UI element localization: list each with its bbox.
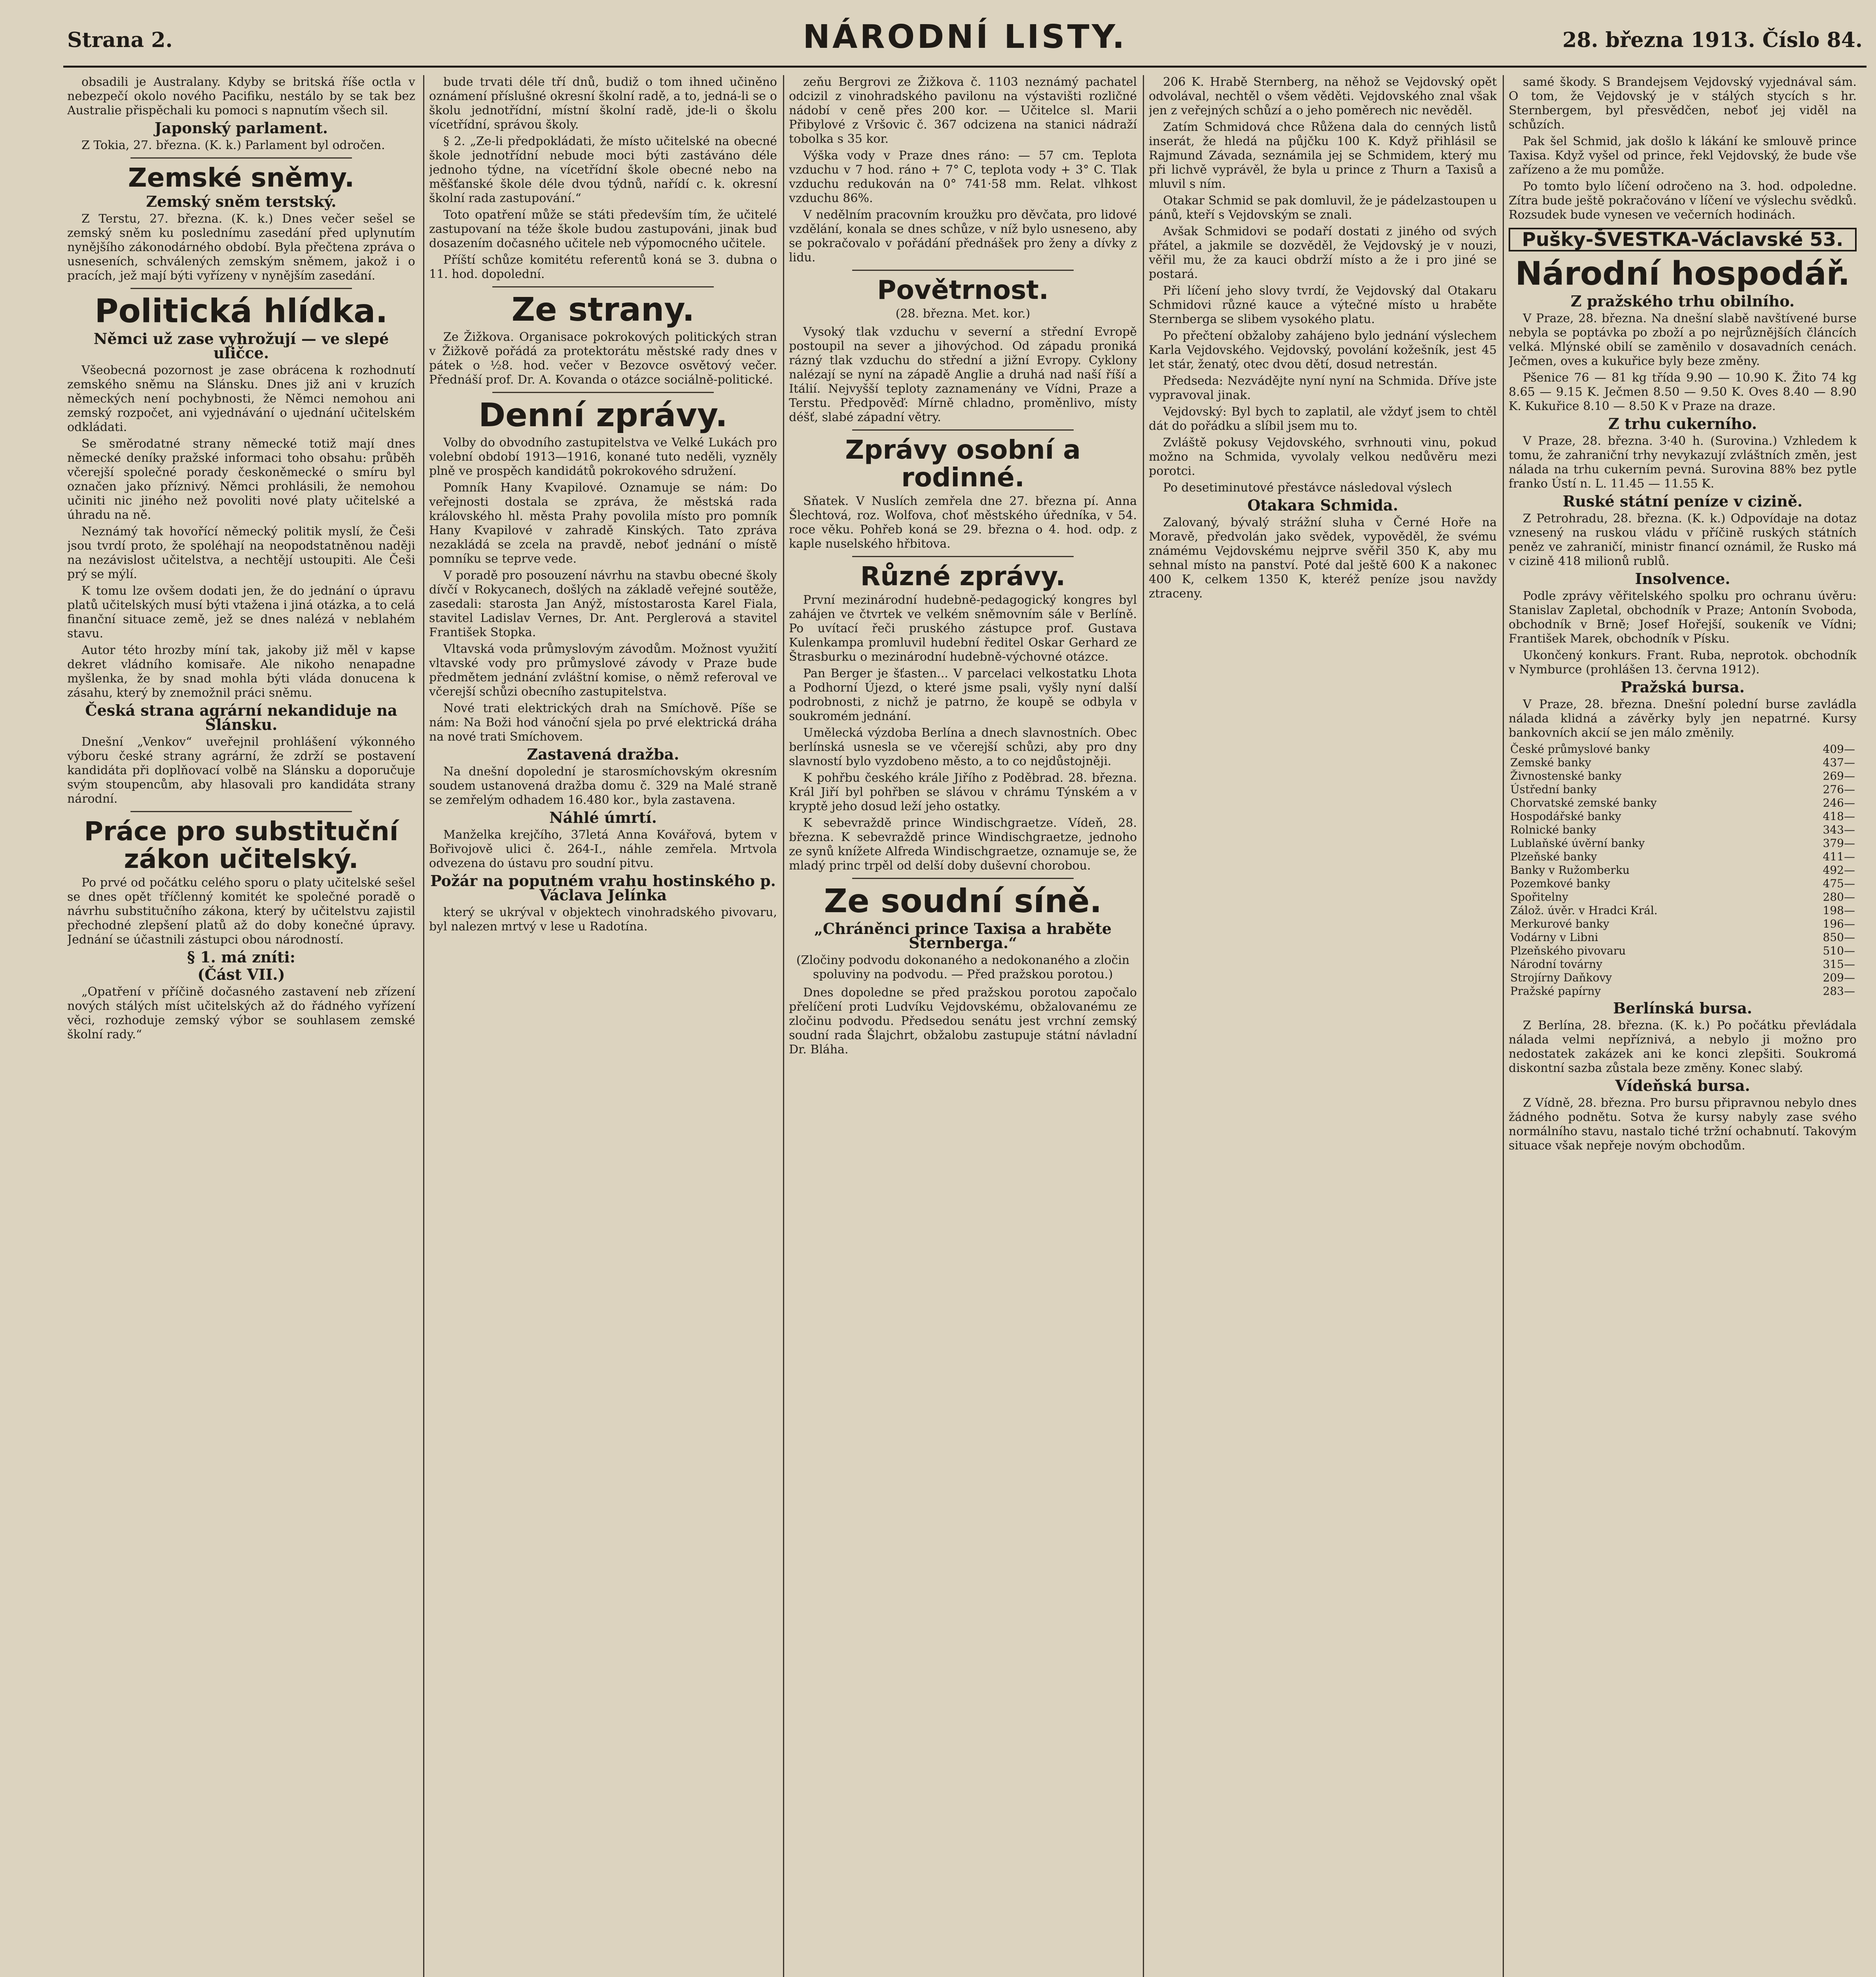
rate-value: 276— [1823,783,1855,796]
article-paragraph: První mezinárodní hudebně-pedagogický kongres byl zahájen ve čtvrtek ve velkém sněmovním sále v Berlíně. Po uvítací řeči pruského zástupce prof. Gustava Kulenkampa promluvil hudební ředitel Oskar Gerhard ze Štrasburku o mezinárodní hudebně-výchovné otázce. [789,593,1137,664]
rate-name: Hospodářské banky [1510,810,1621,823]
article-paragraph: Umělecká výzdoba Berlína a dnech slavnostních. Obec berlínská usnesla se ve včerejší schůzi, aby pro dny slavností bylo vyzdobeno město, a to co nejdůstojněji. [789,726,1137,769]
rate-name: Plzeňského pivovaru [1510,944,1626,958]
article-paragraph: Předseda: Nezvádějte nyní nyní na Schmida. Dříve jste vypravoval jinak. [1149,374,1497,402]
article-paragraph: Po přečtení obžaloby zahájeno bylo jednání výslechem Karla Vejdovského. Vejdovský, povolání kožešník, jest 45 let stár, ženatý, otec dvou dětí, dosud netrestán. [1149,329,1497,371]
article-paragraph: který se ukrýval v objektech vinohradského pivovaru, byl nalezen mrtvý v lese u Radotína. [429,905,777,934]
rate-row [1509,985,1857,998]
rate-row [1509,783,1857,796]
rate-row [1509,877,1857,890]
column-rule [423,75,424,1977]
rate-row [1509,823,1857,837]
article-paragraph: samé škody. S Brandejsem Vejdovský vyjednával sám. O tom, že Vejdovský je v stálých stycích s hr. Sternbergem, byl přesvědčen, neboť jej viděl na schůzích. [1509,75,1857,132]
subsection-heading: Japonský parlament. [154,119,328,137]
article-paragraph: § 2. „Ze-li předpokládati, že místo učitelské na obecné škole jednotřídní nebude moci býti zastáváno déle jednoho týdne, na vícetřídní škole obecné nebo na měšťanské škole déle dvou týdnů, nařídí c. k. okresní školní rada zastupování.“ [429,134,777,205]
article-paragraph: Všeobecná pozornost je zase obrácena k rozhodnutí zemského sněmu na Slánsku. Dnes již ani v kruzích německých není pochybnosti, že Němci nemohou ani zemský rozpočet, ani vyjednávání o ujednání učitelském odkládati. [67,363,415,435]
rate-value: 196— [1823,917,1855,931]
subsection-heading: (Část VII.) [197,965,285,983]
article-paragraph: Vysoký tlak vzduchu v severní a střední Evropě postoupil na sever a jihovýchod. Od západu proniká rázný tlak vzduchu do střední a jižní Evropy. Cyklony nalézají se nyní na západě Anglie a druhá nad naší říší a Itálií. Nejvyšší teploty zaznamenány ve Vídni, Praze a Terstu. Předpověď: Mírně chladno, proměnlivo, místy déšť, slabé západní větry. [789,325,1137,425]
article-paragraph: Vejdovský: Byl bych to zaplatil, ale vždyť jsem to chtěl dát do pořádku a slíbil jsem mu to. [1149,405,1497,433]
column-rule [783,75,784,1977]
column-1 [67,75,415,1977]
rate-value: 379— [1823,837,1855,850]
rate-name: Banky v Ružomberku [1510,864,1630,877]
rate-name: České průmyslové banky [1510,743,1650,756]
article-paragraph: Z Petrohradu, 28. března. (K. k.) Odpovídaje na dotaz vznesený na ruskou vládu v příčině ruských státních peněz ve zahraničí, ministr financí oznámil, že Rusko má v cizině 418 milionů rublů. [1509,512,1857,569]
section-heading: Zprávy osobní a rodinné. [845,435,1081,493]
subsection-heading: § 1. má zníti: [187,948,295,966]
rate-row [1509,864,1857,877]
rate-value: 475— [1823,877,1855,890]
column-4 [1149,75,1497,1977]
article-paragraph: Sňatek. V Nuslích zemřela dne 27. března pí. Anna Šlechtová, roz. Wolfova, choť městského úředníka, v 54. roce věku. Pohřeb koná se 29. března o 4. hod. odp. z kaple nuselského hřbitova. [789,494,1137,551]
column-3 [789,75,1137,1977]
rate-value: 283— [1823,985,1855,998]
rate-value: 269— [1823,769,1855,783]
article-paragraph: Pan Berger je šťasten... V parcelaci velkostatku Lhota a Podhorní Újezd, o které jsme psali, vyšly nyní další podrobnosti, z nichž je patrno, že koupě se odbyla v soukromém jednání. [789,667,1137,724]
article-paragraph: Autor této hrozby míní tak, jakoby již měl v kapse dekret vládního komisaře. Ale nikoho nenapadne myšlenka, že by snad mohla býti vláda donucena k zásahu, který by znemožnil práci sněmu. [67,643,415,700]
article-paragraph: V Praze, 28. března. 3·40 h. (Surovina.) Vzhledem k tomu, že zahraniční trhy nevykazují zvláštních změn, jest nálada na trhu cukerním pevná. Surovina 88% bez pytle franko Ústí n. L. 11.45 — 11.55 K. [1509,434,1857,491]
rate-name: Zálož. úvěr. v Hradci Král. [1510,904,1658,917]
article-paragraph: obsadili je Australany. Kdyby se britská říše octla v nebezpečí okolo nového Pacifiku, nestálo by se tak bez Australie přispěchali ku pomoci s napnutím všech sil. [67,75,415,117]
article-paragraph: Z Vídně, 28. března. Pro bursu připravnou nebylo dnes žádného podnětu. Sotva že kursy nabyly zase svého normálního stavu, nastalo tiché tržní ochabnutí. Takovým situace však nepřeje novým obchodům. [1509,1096,1857,1153]
subsection-heading: Náhlé úmrtí. [549,809,657,827]
rate-name: Plzeňské banky [1510,850,1597,864]
rate-row [1509,958,1857,971]
column-2 [429,75,777,1977]
rate-name: Pražské papírny [1510,985,1601,998]
rate-row [1509,931,1857,944]
column-5 [1509,75,1857,1977]
article-note: (Zločiny podvodu dokonaného a nedokonaného a zločin spoluviny na podvodu. — Před pražskou porotou.) [796,953,1130,982]
rate-row [1509,917,1857,931]
subsection-heading: Z trhu cukerního. [1608,415,1757,433]
article-paragraph: Zvláště pokusy Vejdovského, svrhnouti vinu, pokud možno na Schmida, vyvolaly velkou nedůvěru mezi porotci. [1149,436,1497,478]
article-paragraph: Pomník Hany Kvapilové. Oznamuje se nám: Do veřejnosti dostala se zpráva, že městská rada královského hl. města Prahy povolila místo pro pomník Hany Kvapilové v zahradě Kinských. Tato zpráva nezakládá se zcela na pravdě, neboť jednání o místě pomníku se teprve vede. [429,481,777,566]
newspaper-title: NÁRODNÍ LISTY. [803,18,1127,56]
rate-row [1509,890,1857,904]
article-paragraph: Z Terstu, 27. března. (K. k.) Dnes večer sešel se zemský sněm ku poslednímu zasedání před uplynutím nynějšího zákonodárného období. Byla přečtena zpráva o usneseních, schválených zemským sněmem, jakož i o pracích, jež mají býti vyřízeny v nynějším zasedání. [67,212,415,283]
rate-row [1509,796,1857,810]
article-paragraph: K sebevraždě prince Windischgraetze. Vídeň, 28. března. K sebevraždě prince Windischgraetze, jednoho ze synů knížete Alfreda Windischgraetze, oznamuje se, že mladý princ trpěl od delší doby duševní chorobou. [789,816,1137,873]
column-rule [1143,75,1144,1977]
rate-name: Strojírny Daňkovy [1510,971,1612,985]
article-paragraph: V poradě pro posouzení návrhu na stavbu obecné školy dívčí v Rokycanech, došlých na základě veřejné soutěže, zasedali: starosta Jan Anýž, místostarosta Karel Fiala, stavitel Ladislav Vernes, Dr. Ant. Perglerová a stavitel František Stopka. [429,569,777,640]
rate-name: Pozemkové banky [1510,877,1610,890]
rate-value: 492— [1823,864,1855,877]
article-paragraph: Výška vody v Praze dnes ráno: — 57 cm. Teplota vzduchu v 7 hod. ráno + 7° C, teplota vody + 3° C. Tlak vzduchu redukován na 0° 741·58 mm. Relat. vlhkost vzduchu 86%. [789,149,1137,205]
article-paragraph: Neznámý tak hovořící německý politik myslí, že Češi jsou tvrdí proto, že spoléhají na neopodstatněnou naději na nezávislost učitelstva, a nechtějí ustoupiti. Ale Češi prý se mýlí. [67,525,415,582]
article-paragraph: 206 K. Hrabě Sternberg, na něhož se Vejdovský opět odvolával, nechtěl o všem věděti. Vejdovského znal však jen z veřejných schůzí a o jeho poměrech nic nevěděl. [1149,75,1497,117]
divider [852,429,1074,431]
subsection-heading: Otakara Schmida. [1247,496,1398,514]
rate-value: 315— [1823,958,1855,971]
article-paragraph: Z Tokia, 27. března. (K. k.) Parlament byl odročen. [81,138,385,152]
rate-name: Národní továrny [1510,958,1603,971]
article-paragraph: Manželka krejčího, 37letá Anna Kovářová, bytem v Bořivojově ulici č. 264-I., náhle zemřela. Mrtvola odvezena do ústavu pro soudní pitvu. [429,828,777,871]
subsection-heading: Vídeňská bursa. [1615,1077,1750,1095]
article-paragraph: Při líčení jeho slovy tvrdí, že Vejdovský dal Otakaru Schmidovi různé kauce a výtečné místo u hraběte Sternberga se slibem vysokého platu. [1149,284,1497,326]
article-paragraph: Dnes dopoledne se před pražskou porotou započalo přelíčení proti Ludvíku Vejdovskému, obžalovanému ze zločinu podvodu. Předsedou senátu jest vrchní zemský soudní rada Šlajchrt, obžalobu zastupuje státní návladní Dr. Bláha. [789,986,1137,1057]
article-paragraph: Podle zprávy věřitelského spolku pro ochranu úvěru: Stanislav Zapletal, obchodník v Praze; Antonín Svoboda, obchodník v Brně; Josef Hořejší, soukeník ve Vídni; František Marek, obchodník v Písku. [1509,589,1857,646]
article-paragraph: Po tomto bylo líčení odročeno na 3. hod. odpoledne. Zítra bude ještě pokračováno v líčení ve výslechu svědků. Rozsudek bude vynesen ve večerních hodinách. [1509,180,1857,222]
article-paragraph: Otakar Schmid se pak domluvil, že je pádelzastoupen u pánů, kteří s Vejdovským se znali. [1149,194,1497,222]
rate-row [1509,850,1857,864]
rate-value: 280— [1823,890,1855,904]
subsection-heading: Česká strana agrární nekandiduje na Slánsku. [85,701,397,734]
section-heading: Politická hlídka. [95,293,388,331]
divider [492,286,714,287]
subsection-heading: Zemský sněm terstský. [146,193,337,211]
rate-row [1509,769,1857,783]
rate-value: 850— [1823,931,1855,944]
article-paragraph: Ze Žižkova. Organisace pokrokových politických stran v Žižkově pořádá za protektorátu městské rady dnes v pátek o ½8. hod. večer v Bezovce osvětový večer. Přednáší prof. Dr. A. Kovanda o otázce sociálně-politické. [429,330,777,387]
rate-name: Zemské banky [1510,756,1591,769]
divider [130,811,352,812]
subsection-heading: Němci už zase vyhrožují — ve slepé uličce. [93,330,389,362]
rate-row [1509,837,1857,850]
rate-name: Ústřední banky [1510,783,1597,796]
subsection-heading: Zastavená dražba. [527,745,679,764]
divider [852,556,1074,557]
rate-row [1509,756,1857,769]
rate-name: Vodárny v Libni [1510,931,1598,944]
subsection-heading: Z pražského trhu obilního. [1570,292,1795,310]
issue-date: 28. března 1913. Číslo 84. [1562,28,1863,52]
rate-value: 246— [1823,796,1855,810]
article-paragraph: Nové trati elektrických drah na Smíchově. Píše se nám: Na Boži hod vánoční sjela po prvé elektrická dráha na nové trati Smíchovem. [429,701,777,744]
section-heading: Denní zprávy. [478,397,728,435]
rate-value: 437— [1823,756,1855,769]
divider [130,157,352,159]
article-paragraph: Zatím Schmidová chce Růžena dala do cenných listů inserát, že hledá na půjčku 100 K. Když přihlásil se Rajmund Závada, seznámila jej se Schmidem, který mu při lichvě vyprávěl, že byla u prince z Thurn a Taxisů a mluvil s ním. [1149,120,1497,191]
article-paragraph: K pohřbu českého krále Jiřího z Poděbrad. 28. března. Král Jiří byl pohřben se slávou v chrámu Týnském a v kryptě jeho dosud leží jeho ostatky. [789,771,1137,814]
article-paragraph: Toto opatření může se státi především tím, že učitelé zastupovaní na téže škole budou zastupováni, jinak buď dosazením dočasného učitele neb výpomocného učitele. [429,208,777,250]
divider [130,288,352,289]
article-paragraph: „Opatření v příčině dočasného zastavení neb zřízení nových stálých míst učitelských až do řádného vyřízení věci, rozhoduje zemský výbor se souhlasem zemské školní rady.“ [67,985,415,1041]
advertisement: Pušky-ŠVESTKA-Václavské 53. [1509,228,1857,251]
article-paragraph: Volby do obvodního zastupitelstva ve Velké Lukách pro volební období 1913—1916, konané tuto neděli, vyzněly plně ve prospěch kandidátů pokrokového sdružení. [429,436,777,478]
section-heading: Ze strany. [511,291,695,329]
section-heading: Národní hospodář. [1515,255,1850,293]
article-paragraph: Vltavská voda průmyslovým závodům. Možnost využití vltavské vody pro průmyslové závody v Praze bude předmětem jednání zvláštní komise, o němž referoval ve včerejší schůzi obecního zastupitelstva. [429,642,777,699]
article-paragraph: V Praze, 28. března. Dnešní polední burse zavládla nálada klidná a závěrky byly jen nepatrné. Kursy bankovních akcií se jen málo změnily. [1509,697,1857,740]
column-rule [1503,75,1504,1977]
rate-name: Spořitelny [1510,890,1568,904]
section-heading: Povětrnost. [877,275,1049,305]
article-paragraph: bude trvati déle tří dnů, budiž o tom ihned učiněno oznámení příslušné okresní školní radě, a to, jedná-li se o školu jednotřídní, místní školní radě, jde-li o školu vícetřídní, správou školy. [429,75,777,132]
rate-name: Rolnické banky [1510,823,1596,837]
rate-value: 411— [1823,850,1855,864]
subsection-heading: Berlínská bursa. [1613,999,1752,1017]
rate-name: Merkurové banky [1510,917,1609,931]
rate-row [1509,810,1857,823]
rate-value: 343— [1823,823,1855,837]
rate-value: 209— [1823,971,1855,985]
article-paragraph: Avšak Schmidovi se podaří dostati z jiného od svých přátel, a jakmile se dozvěděl, že Vejdovský je v nouzi, věřil mu, že za kauci obdrží místo a že i pro jiné se postará. [1149,225,1497,281]
subsection-heading: Ruské státní peníze v cizině. [1562,492,1803,510]
article-paragraph: V nedělním pracovním kroužku pro děvčata, pro lidové vzdělání, konala se dnes schůze, v níž bylo usneseno, aby se pokračovalo v pořádání přednášek pro ženy a dívky z lidu. [789,208,1137,265]
subsection-heading: Pražská bursa. [1621,678,1745,696]
rate-value: 409— [1823,743,1855,756]
divider [492,392,714,393]
rate-row [1509,944,1857,958]
article-paragraph: Po desetiminutové přestávce následoval výslech [1163,481,1452,495]
article-paragraph: Se směrodatné strany německé totiž mají dnes německé deníky pražské informaci toho obsahu: průběh včerejší společné porady českoněmecké o smíru byl označen jako příznivý. Němci prohlásili, že nemohou učiniti nic jiného než povoliti nové platy učitelské a úhradu na ně. [67,437,415,522]
section-heading: Různé zprávy. [860,561,1066,592]
article-paragraph: K tomu lze ovšem dodati jen, že do jednání o úpravu platů učitelských musí býti vtažena i jiná otázka, a to celá finanční situace země, jež se dnes nalézá v neblahém stavu. [67,584,415,641]
article-paragraph: Ukončený konkurs. Frant. Ruba, neprotok. obchodník v Nymburce (prohlášen 13. června 1912). [1509,648,1857,677]
rate-row [1509,743,1857,756]
page-number: Strana 2. [67,28,173,52]
section-heading: Ze soudní síně. [824,883,1102,920]
article-paragraph: Po prvé od počátku celého sporu o platy učitelské sešel se dnes opět tříčlenný komitét ke společné poradě o návrhu substitučního zákona, který by učitelstvu zajistil přechodné zlepšení platů až do doby konečné úpravy. Jednání se účastnili zástupci obou národností. [67,875,415,947]
subsection-heading: „Chráněnci prince Taxisa a hraběte Sternberga.“ [814,920,1112,952]
rate-value: 510— [1823,944,1855,958]
divider [852,270,1074,271]
rate-name: Chorvatské zemské banky [1510,796,1657,810]
masthead [63,18,1867,68]
rate-row [1509,971,1857,985]
article-paragraph: Zalovaný, bývalý strážní sluha v Černé Hoře na Moravě, předvolán jako svědek, vypověděl, že svému známému Vejdovskému nejprve svěřil 350 K, aby mu sehnal místo na panství. Poté dal ještě 600 K a nakonec 400 K, celkem 1350 K, kteréž peníze jsou navždy ztraceny. [1149,516,1497,601]
article-paragraph: zeňu Bergrovi ze Žižkova č. 1103 neznámý pachatel odcizil z vinohradského pavilonu na výstavišti rozličné nádobí v ceně přes 200 kor. — Učitelce sl. Marii Přibylové z Vršovic č. 367 odcizena na stanici nádraží tobolka s 35 kor. [789,75,1137,146]
rate-name: Živnostenské banky [1510,769,1622,783]
article-paragraph: Pak šel Schmid, jak došlo k lákání ke smlouvě prince Taxisa. Když vyšel od prince, řekl Vejdovský, že bude vše zařízeno a že mu pomůže. [1509,134,1857,177]
subsection-heading: Insolvence. [1635,570,1730,588]
article-paragraph: Z Berlína, 28. března. (K. k.) Po počátku převládala nálada velmi nepříznivá, a nebylo ji možno pro nedostatek zakázek ani ke konci zlepšiti. Soukromá diskontní sazba zůstala beze změny. Konec slabý. [1509,1019,1857,1075]
article-paragraph: V Praze, 28. března. Na dnešní slabě navštívené burse nebyla se poptávka po zboží a po nejrůznějších článcích velká. Mlýnské obilí se zaměnilo v dosavadních cenách. Ječmen, oves a kukuřice byly beze změny. [1509,312,1857,369]
section-heading: Práce pro substituční zákon učitelský. [84,816,399,874]
rate-value: 418— [1823,810,1855,823]
article-paragraph: Pšenice 76 — 81 kg třída 9.90 — 10.90 K. Žito 74 kg 8.65 — 9.15 K. Ječmen 8.50 — 9.50 K. Oves 8.40 — 8.90 K. Kukuřice 8.10 — 8.50 K v Praze na draze. [1509,371,1857,414]
section-heading: Zemské sněmy. [128,163,355,193]
article-paragraph: Na dnešní dopolední je starosmíchovským okresním soudem ustanovená dražba domu č. 329 na Malé straně se zemřelým odhadem 16.480 kor., byla zastavena. [429,765,777,807]
rate-value: 198— [1823,904,1855,917]
article-paragraph: Příští schůze komitétu referentů koná se 3. dubna o 11. hod. dopolední. [429,253,777,281]
weather-date: (28. března. Met. kor.) [895,307,1031,321]
rate-name: Lublaňské úvěrní banky [1510,837,1645,850]
divider [852,878,1074,879]
subsection-heading: Požár na poputném vrahu hostinského p. Václava Jelínka [430,872,776,904]
rate-row [1509,904,1857,917]
article-paragraph: Dnešní „Venkov“ uveřejnil prohlášení výkonného výboru české strany agrární, že zdrží se postavení kandidáta při doplňovací volbě na Slánsku a doporučuje svým stoupencům, aby hlasovali pro kandidáta strany národní. [67,735,415,806]
stock-rates-table [1509,743,1857,998]
